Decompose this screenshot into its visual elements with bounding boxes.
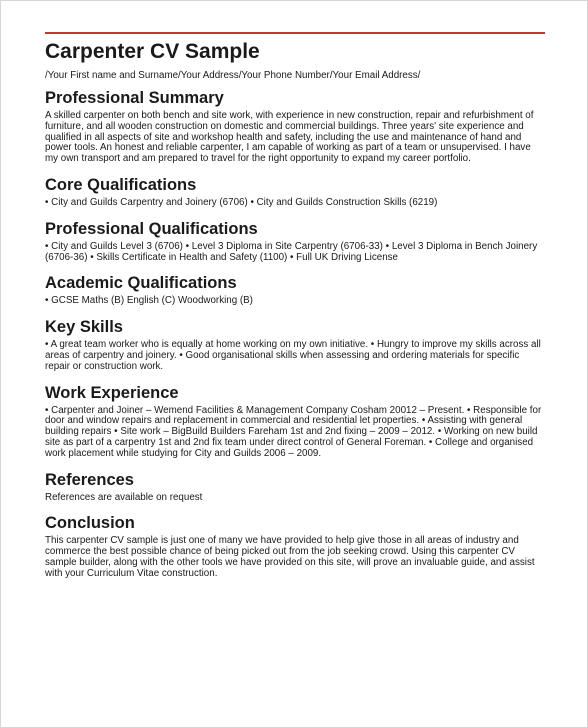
section-heading: Work Experience	[45, 383, 179, 402]
section-heading: Professional Qualifications	[45, 219, 258, 238]
section-heading: Key Skills	[45, 318, 123, 337]
section-body: A skilled carpenter on both bench and site work, with experience in new construction, repair and refurbishment of furniture, and all wooden construction on domestic and commercial buildings. Three years' site experience and qualified in all aspects of site and workshop health and safety, including the use and maintenance of hand and power tools. An honest and reliable carpenter, I am capable of working as part of a team or unsupervised. I have my own transport and am prepared to travel for the right opportunity to expand my career portfolio.	[45, 110, 534, 165]
section-heading: Professional Summary	[45, 89, 224, 107]
section-body: • GCSE Maths (B) English (C) Woodworking (B)	[45, 295, 253, 307]
section-key-skills	[45, 317, 545, 372]
cv-document	[45, 39, 545, 580]
section-heading: Academic Qualifications	[45, 274, 237, 293]
section-heading: Core Qualifications	[45, 175, 197, 194]
section-heading: Conclusion	[45, 514, 135, 533]
section-heading: References	[45, 470, 134, 489]
section-body: This carpenter CV sample is just one of many we have provided to help give those in all areas of industry and commerce the best possible chance of being picked out from the job seeking crowd. Using this carpenter CV sample builder, along with the other tools we have provided on this site, will prove an invaluable guide, and assist with your Curriculum Vitae construction.	[45, 535, 535, 579]
section-references	[45, 470, 545, 504]
section-body: • Carpenter and Joiner – Wemend Facilities & Management Company Cosham 20012 – Present. • Responsible for door and window repairs and replacement in commercial and residential let properties. • Assisting with general building repairs • Site work – BigBuild Builders Fareham 1st and 2nd fixing – 2009 – 2012. • Working on new build site as part of a carpentry 1st and 2nd fix team under direct control of General Foreman. • College and organised work placement while studying for City and Guilds 2006 – 2009.	[45, 404, 542, 459]
section-body: References are available on request	[45, 491, 203, 503]
contact-line: /Your First name and Surname/Your Address/Your Phone Number/Your Email Address/	[45, 70, 421, 81]
section-core-qualifications	[45, 175, 545, 209]
section-professional-qualifications	[45, 219, 545, 264]
section-body: • A great team worker who is equally at home working on my own initiative. • Hungry to improve my skills across all areas of carpentry and joinery. • Good organisational skills when assessing and ordering materials for specific repair or construction work.	[45, 339, 541, 372]
section-professional-summary	[45, 88, 545, 165]
section-body: • City and Guilds Carpentry and Joinery (6706) • City and Guilds Construction Skills (6219)	[45, 196, 438, 208]
section-conclusion	[45, 513, 545, 579]
section-work-experience	[45, 383, 545, 460]
section-body: • City and Guilds Level 3 (6706) • Level 3 Diploma in Site Carpentry (6706-33) • Level 3 Diploma in Bench Joinery (6706-36) • Skills Certificate in Health and Safety (1100) • Full UK Driving License	[45, 240, 538, 263]
top-accent-rule	[45, 32, 545, 34]
document-title: Carpenter CV Sample	[45, 40, 260, 63]
section-academic-qualifications	[45, 273, 545, 307]
